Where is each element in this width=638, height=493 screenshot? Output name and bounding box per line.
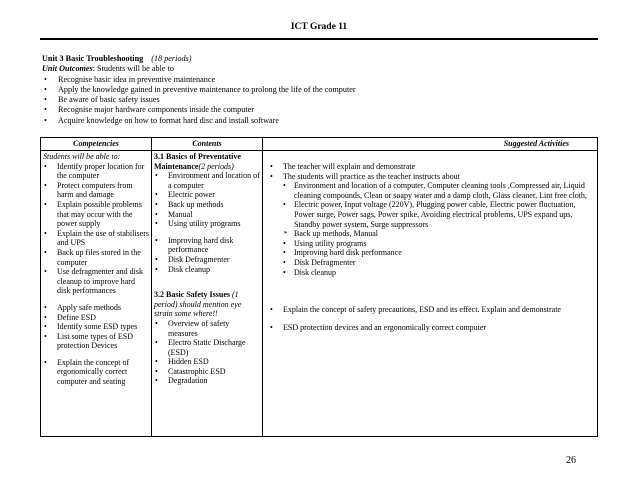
content-item: • Improving hard disk performance	[154, 236, 260, 255]
spacer	[265, 152, 595, 162]
competencies-lead: Students will be able to:	[43, 152, 121, 161]
contents-section-2-heading	[154, 290, 260, 319]
content-item: • Disk Defragmenter	[154, 255, 260, 265]
activities-cell	[263, 151, 598, 437]
page-header-title: ICT Grade 11	[290, 22, 348, 32]
page-number: 26	[566, 455, 576, 466]
activity-item: • Explain the concept of safety precautions, ESD and its effect. Explain and demonstrate	[269, 305, 595, 315]
activities-list-2	[265, 305, 595, 332]
competency-item: • Explain the use of stabilisers and UPS	[43, 229, 149, 248]
unit-outcomes-list	[42, 75, 602, 126]
outcome-item: • Recognise basic idea in preventive maintenance	[42, 75, 602, 85]
content-item: • Back up methods	[154, 200, 260, 210]
header-contents: Contents	[152, 138, 263, 151]
competency-item: • List some types of ESD protection Devices	[43, 332, 149, 351]
competencies-list-b	[43, 303, 149, 351]
competencies-list-c	[43, 358, 149, 387]
competency-item: • Explain the concept of ergonomically correct computer and seating	[43, 358, 149, 387]
content-item: • Degradation	[154, 376, 260, 386]
unit-outcomes-label: Unit Outcomes	[42, 64, 93, 74]
outcome-item: • Apply the knowledge gained in preventive maintenance to prolong the life of the computer	[42, 85, 602, 95]
spacer	[154, 274, 260, 290]
contents-section-2-title: 3.2 Basic Safety Issues	[154, 290, 231, 300]
unit-periods: (18 periods)	[151, 54, 192, 63]
unit-outcomes-line	[42, 64, 602, 74]
header-competencies: Competencies	[41, 138, 152, 151]
competency-item: • Apply safe methods	[43, 303, 149, 313]
content-item: • Environment and location of a computer	[154, 171, 260, 190]
contents-section-1-list-a	[154, 171, 260, 229]
activity-subitem: • Using utility programs	[281, 239, 595, 249]
contents-section-1-list-b	[154, 236, 260, 274]
content-item: • Manual	[154, 210, 260, 220]
unit-intro	[42, 54, 602, 126]
activity-subitem: • Improving hard disk performance	[281, 248, 595, 258]
content-item: • Electro Static Discharge (ESD)	[154, 338, 260, 357]
spacer	[43, 296, 149, 303]
activity-subitem: • Environment and location of a computer, Computer cleaning tools ,Compressed air, Liquid cleaning compounds, Clean or soapy water and a damp cloth, Glass cleaner, Lint free cloth,	[281, 181, 595, 200]
competency-item: • Protect computers from harm and damage	[43, 181, 149, 200]
outcome-item: • Be aware of basic safety issues	[42, 95, 602, 105]
activity-item: • ESD protection devices and an ergonomically correct computer	[269, 323, 595, 333]
content-item: • Disk cleanup	[154, 265, 260, 275]
contents-section-2-list	[154, 319, 260, 386]
competency-item: • Identify some ESD types	[43, 322, 149, 332]
contents-section-1-heading	[154, 152, 260, 171]
unit-heading	[42, 54, 602, 64]
activity-subitem: • Disk Defragmenter	[281, 258, 595, 268]
activity-subitem: • Disk cleanup	[281, 268, 595, 278]
outcome-item: • Recognise major hardware components inside the computer	[42, 105, 602, 115]
table-header-row	[41, 138, 598, 151]
competencies-cell	[41, 151, 152, 437]
activity-item: • The students will practice as the teacher instructs about	[269, 172, 595, 182]
competency-item: • Identify proper location for the computer	[43, 162, 149, 181]
competency-item: • Use defragmenter and disk cleanup to improve hard disk performances	[43, 267, 149, 296]
activity-item: • The teacher will explain and demonstrate	[269, 162, 595, 172]
outcome-item: • Acquire knowledge on how to format hard disc and install software	[42, 116, 602, 126]
header-rule	[40, 38, 598, 40]
competency-item: • Back up files stored in the computer	[43, 248, 149, 267]
contents-section-1-periods: (2 periods)	[198, 161, 234, 171]
contents-section-1-title: 3.1 Basics of Preventative Maintenance	[154, 152, 241, 171]
content-item: • Electric power	[154, 190, 260, 200]
activities-list-1	[265, 162, 595, 181]
activity-subitem: ➢ Back up methods, Manual	[281, 229, 595, 239]
content-item: • Overview of safety measures	[154, 319, 260, 338]
unit-title: Unit 3 Basic Troubleshooting	[42, 54, 144, 63]
content-item: • Using utility programs	[154, 219, 260, 229]
syllabus-table	[40, 137, 598, 437]
activity-subitem: • Electric power, Input voltage (220V), Plugging power cable, Electric power fluctuation, Power surge, Power sags, Power spike, Avoiding electrical problems, UPS expand ups, Standby power system, Surge suppressors	[281, 200, 595, 229]
competency-item: • Explain possible problems that may occur with the power supply	[43, 200, 149, 229]
activities-sublist	[265, 181, 595, 277]
spacer	[43, 351, 149, 358]
spacer	[154, 229, 260, 236]
contents-cell	[152, 151, 263, 437]
content-item: • Hidden ESD	[154, 357, 260, 367]
competency-item: • Define ESD	[43, 313, 149, 323]
competencies-list-a	[43, 162, 149, 296]
unit-outcomes-lead: : Students will be able to	[92, 64, 174, 74]
spacer	[265, 277, 595, 305]
header-activities: Suggested Activities	[263, 138, 598, 151]
content-item: • Catastrophic ESD	[154, 367, 260, 377]
contents-section-2-note: (1 period) should mention eye strain some where!!	[154, 290, 242, 319]
table-body-row	[41, 151, 598, 437]
